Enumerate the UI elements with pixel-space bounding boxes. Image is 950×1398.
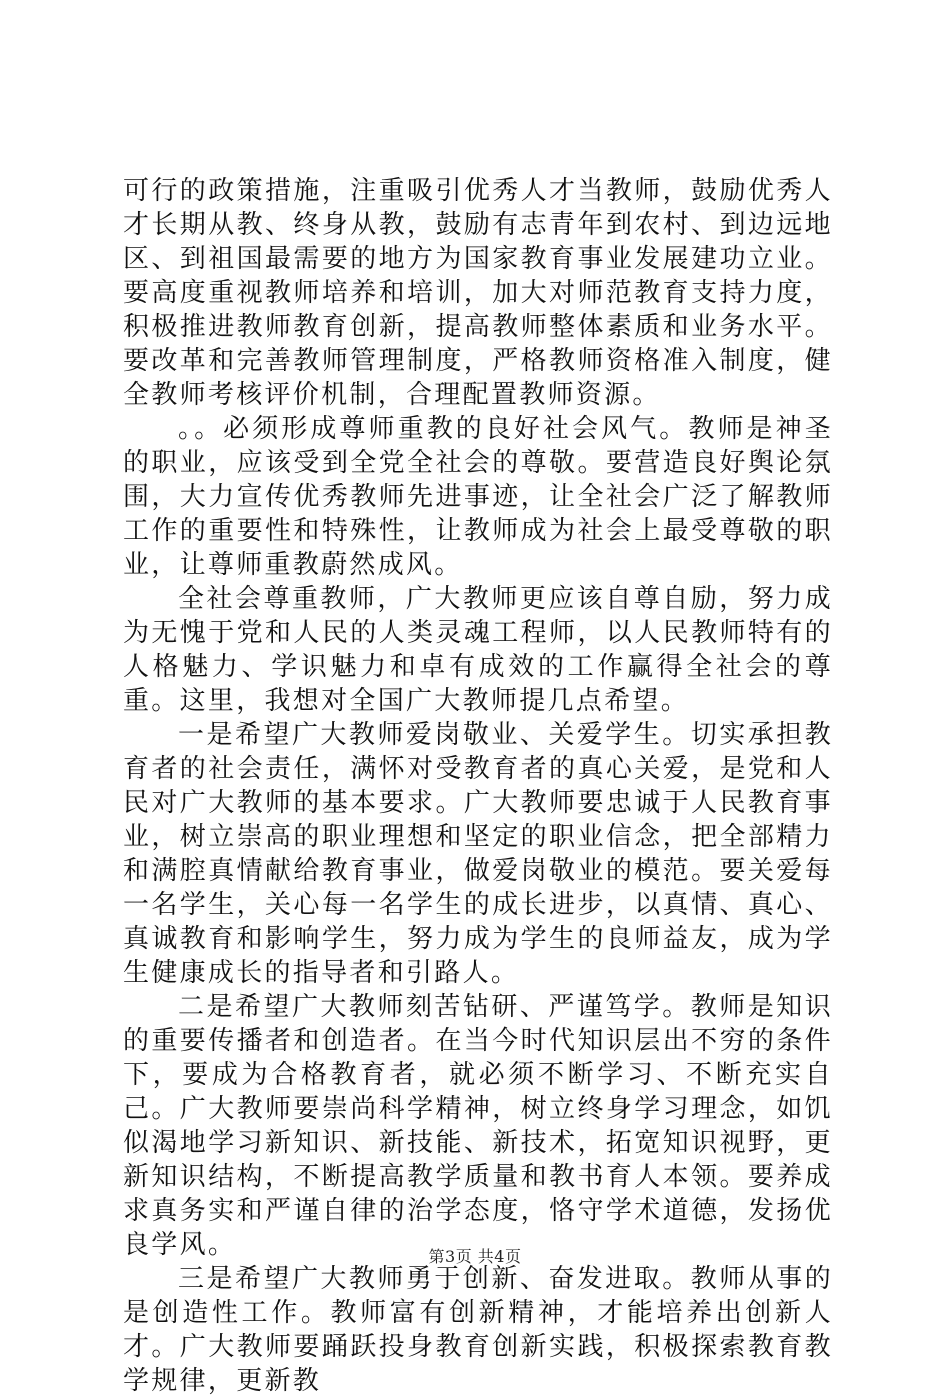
paragraph-5: 二是希望广大教师刻苦钻研、严谨笃学。教师是知识的重要传播者和创造者。在当今时代知识层出不穷的条件下，要成为合格教育者，就必须不断学习、不断充实自己。广大教师要崇尚科学精神，树立终身学习理念，如饥似渴地学习新知识、新技能、新技术，拓宽知识视野，更新知识结构，不断提高教学质量和教书育人本领。要养成求真务实和严谨自律的治学态度，恪守学术道德，发扬优良学风。	[123, 992, 833, 1260]
paragraph-1: 可行的政策措施，注重吸引优秀人才当教师，鼓励优秀人才长期从教、终身从教，鼓励有志青年到农村、到边远地区、到祖国最需要的地方为国家教育事业发展建功立业。要高度重视教师培养和培训，加大对师范教育支持力度，积极推进教师教育创新，提高教师整体素质和业务水平。要改革和完善教师管理制度，严格教师资格准入制度，健全教师考核评价机制，合理配置教师资源。	[123, 176, 833, 410]
paragraph-4: 一是希望广大教师爱岗敬业、关爱学生。切实承担教育者的社会责任，满怀对受教育者的真心关爱，是党和人民对广大教师的基本要求。广大教师要忠诚于人民教育事业，树立崇高的职业理想和坚定的职业信念，把全部精力和满腔真情献给教育事业，做爱岗敬业的模范。要关爱每一名学生，关心每一名学生的成长进步，以真情、真心、真诚教育和影响学生，努力成为学生的良师益友，成为学生健康成长的指导者和引路人。	[123, 720, 833, 988]
page-footer: 第3页 共4页	[428, 1247, 522, 1266]
paragraph-2: 。。必须形成尊师重教的良好社会风气。教师是神圣的职业，应该受到全党全社会的尊敬。要营造良好舆论氛围，大力宣传优秀教师先进事迹，让全社会广泛了解教师工作的重要性和特殊性，让教师成为社会上最受尊敬的职业，让尊师重教蔚然成风。	[123, 414, 833, 580]
paragraph-6: 三是希望广大教师勇于创新、奋发进取。教师从事的是创造性工作。教师富有创新精神，才能培养出创新人才。广大教师要踊跃投身教育创新实践，积极探索教育教学规律，更新教	[123, 1264, 833, 1396]
paragraph-3: 全社会尊重教师，广大教师更应该自尊自励，努力成为无愧于党和人民的人类灵魂工程师，以人民教师特有的人格魅力、学识魅力和卓有成效的工作赢得全社会的尊重。这里，我想对全国广大教师提几点希望。	[123, 584, 833, 716]
document-body	[123, 174, 833, 1398]
